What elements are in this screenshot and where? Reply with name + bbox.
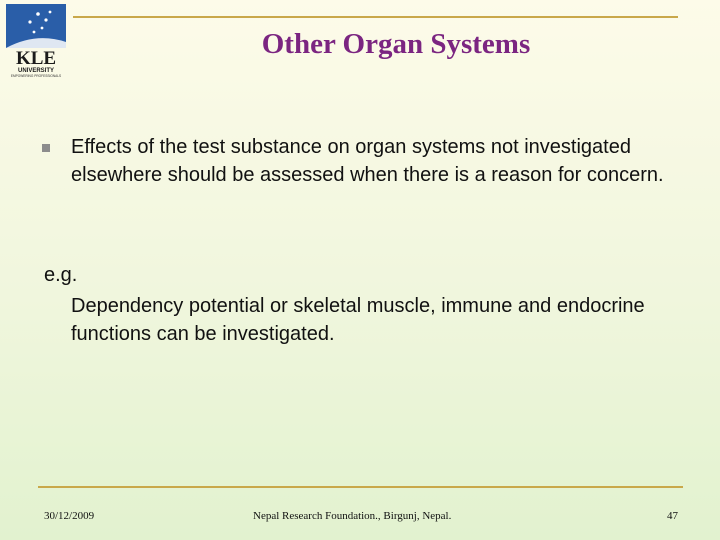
bullet-text: Effects of the test substance on organ systems not investigated elsewhere should be assessed when there is a reason for concern. [71, 136, 664, 186]
logo-star [28, 20, 31, 23]
footer-divider [38, 486, 683, 488]
slide-title: Other Organ Systems [261, 28, 531, 60]
logo-star [36, 12, 40, 16]
logo-text: KLE [15, 48, 57, 69]
footer-page-number: 47 [667, 510, 678, 522]
logo-subtext: UNIVERSITY [17, 68, 55, 74]
square-bullet-icon [42, 144, 50, 152]
title-divider [73, 16, 678, 18]
logo-tagline: EMPOWERING PROFESSIONALS [10, 74, 62, 78]
logo-star [33, 31, 36, 34]
example-label: e.g. [44, 264, 78, 286]
example-text: Dependency potential or skeletal muscle, immune and endocrine functions can be investigated. [71, 295, 645, 345]
logo-star [49, 11, 52, 14]
footer-organization: Nepal Research Foundation., Birgunj, Nepal. [253, 510, 452, 522]
footer-date: 30/12/2009 [44, 510, 95, 522]
logo-star [44, 18, 47, 21]
